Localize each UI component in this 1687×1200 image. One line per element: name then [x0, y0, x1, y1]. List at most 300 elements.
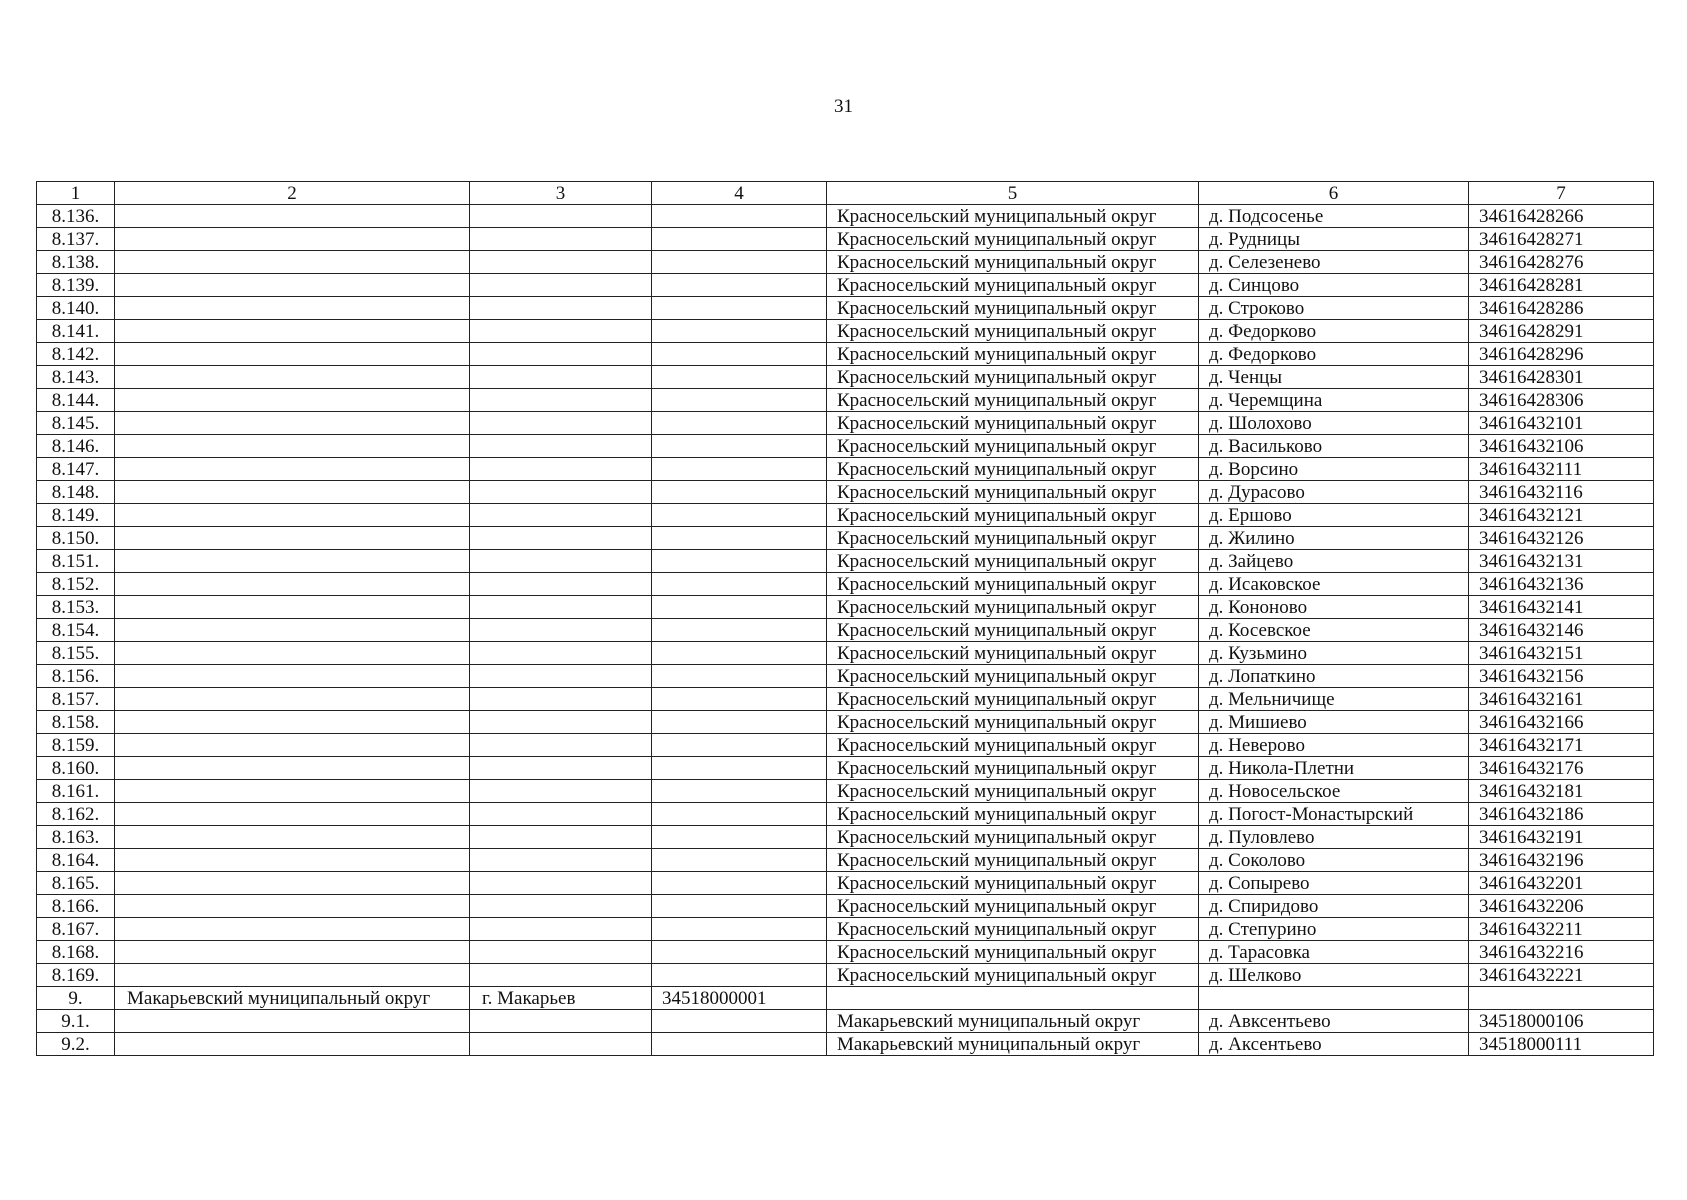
- center-cell: [470, 688, 652, 711]
- center-cell: [470, 826, 652, 849]
- oktmo-cell: 34616428301: [1469, 366, 1654, 389]
- settlement-cell: д. Степурино: [1199, 918, 1469, 941]
- center-oktmo-cell: [652, 366, 827, 389]
- center-oktmo-cell: [652, 849, 827, 872]
- municipality-cell: Красносельский муниципальный округ: [827, 366, 1199, 389]
- municipality-cell: Красносельский муниципальный округ: [827, 458, 1199, 481]
- row-number-cell: 9.1.: [37, 1010, 115, 1033]
- oktmo-cell: 34616432131: [1469, 550, 1654, 573]
- page-number: 31: [834, 96, 853, 117]
- district-cell: [115, 481, 470, 504]
- settlement-cell: д. Жилино: [1199, 527, 1469, 550]
- center-cell: [470, 527, 652, 550]
- district-cell: [115, 251, 470, 274]
- oktmo-cell: 34616428286: [1469, 297, 1654, 320]
- oktmo-cell: 34616428306: [1469, 389, 1654, 412]
- district-cell: [115, 458, 470, 481]
- table-row: [37, 435, 1654, 458]
- center-cell: [470, 389, 652, 412]
- oktmo-cell: 34616432191: [1469, 826, 1654, 849]
- oktmo-cell: 34616432211: [1469, 918, 1654, 941]
- oktmo-cell: 34616432151: [1469, 642, 1654, 665]
- settlement-cell: д. Тарасовка: [1199, 941, 1469, 964]
- oktmo-cell: 34616432181: [1469, 780, 1654, 803]
- district-cell: [115, 228, 470, 251]
- row-number-cell: 8.154.: [37, 619, 115, 642]
- table-row: [37, 826, 1654, 849]
- settlement-cell: д. Исаковское: [1199, 573, 1469, 596]
- municipality-cell: Красносельский муниципальный округ: [827, 596, 1199, 619]
- row-number-cell: 8.159.: [37, 734, 115, 757]
- settlement-cell: д. Подсосенье: [1199, 205, 1469, 228]
- table-row: [37, 297, 1654, 320]
- municipality-cell: Красносельский муниципальный округ: [827, 228, 1199, 251]
- center-cell: [470, 665, 652, 688]
- district-cell: [115, 1010, 470, 1033]
- settlement-cell: д. Спиридово: [1199, 895, 1469, 918]
- oktmo-cell: 34616432221: [1469, 964, 1654, 987]
- center-oktmo-cell: [652, 619, 827, 642]
- center-oktmo-cell: [652, 527, 827, 550]
- settlement-cell: д. Пуловлево: [1199, 826, 1469, 849]
- center-cell: [470, 619, 652, 642]
- row-number-cell: 8.145.: [37, 412, 115, 435]
- row-number-cell: 8.169.: [37, 964, 115, 987]
- municipality-cell: Красносельский муниципальный округ: [827, 757, 1199, 780]
- table-row: [37, 389, 1654, 412]
- municipality-cell: Красносельский муниципальный округ: [827, 412, 1199, 435]
- municipality-cell: Красносельский муниципальный округ: [827, 826, 1199, 849]
- center-oktmo-cell: [652, 228, 827, 251]
- oktmo-cell: 34616432121: [1469, 504, 1654, 527]
- header-cell-1: 1: [37, 182, 115, 205]
- district-cell: [115, 803, 470, 826]
- oktmo-cell: 34518000111: [1469, 1033, 1654, 1056]
- table-row: [37, 596, 1654, 619]
- oktmo-cell: 34616432146: [1469, 619, 1654, 642]
- settlement-cell: д. Зайцево: [1199, 550, 1469, 573]
- table-row: [37, 780, 1654, 803]
- center-oktmo-cell: [652, 711, 827, 734]
- row-number-cell: 8.148.: [37, 481, 115, 504]
- district-cell: [115, 711, 470, 734]
- center-oktmo-cell: 34518000001: [652, 987, 827, 1010]
- settlement-cell: д. Мишиево: [1199, 711, 1469, 734]
- oktmo-cell: 34616428291: [1469, 320, 1654, 343]
- center-oktmo-cell: [652, 596, 827, 619]
- center-cell: [470, 1033, 652, 1056]
- center-oktmo-cell: [652, 343, 827, 366]
- row-number-cell: 9.2.: [37, 1033, 115, 1056]
- center-oktmo-cell: [652, 458, 827, 481]
- district-cell: [115, 665, 470, 688]
- row-number-cell: 8.149.: [37, 504, 115, 527]
- center-oktmo-cell: [652, 665, 827, 688]
- table-row: [37, 734, 1654, 757]
- header-cell-3: 3: [470, 182, 652, 205]
- municipality-cell: Красносельский муниципальный округ: [827, 297, 1199, 320]
- district-cell: [115, 343, 470, 366]
- settlement-cell: д. Шолохово: [1199, 412, 1469, 435]
- municipality-cell: Красносельский муниципальный округ: [827, 205, 1199, 228]
- center-oktmo-cell: [652, 642, 827, 665]
- oktmo-cell: 34616428296: [1469, 343, 1654, 366]
- center-cell: [470, 642, 652, 665]
- district-cell: Макарьевский муниципальный округ: [115, 987, 470, 1010]
- table-row: [37, 987, 1654, 1010]
- row-number-cell: 8.139.: [37, 274, 115, 297]
- table-row: [37, 527, 1654, 550]
- table-row: [37, 274, 1654, 297]
- table-row: [37, 1033, 1654, 1056]
- settlement-cell: [1199, 987, 1469, 1010]
- table-row: [37, 205, 1654, 228]
- row-number-cell: 8.155.: [37, 642, 115, 665]
- center-cell: [470, 297, 652, 320]
- center-cell: [470, 550, 652, 573]
- municipality-cell: Красносельский муниципальный округ: [827, 642, 1199, 665]
- table-row: [37, 366, 1654, 389]
- center-oktmo-cell: [652, 550, 827, 573]
- settlement-cell: д. Никола-Плетни: [1199, 757, 1469, 780]
- district-cell: [115, 688, 470, 711]
- oktmo-cell: 34518000106: [1469, 1010, 1654, 1033]
- center-cell: [470, 343, 652, 366]
- district-cell: [115, 941, 470, 964]
- district-cell: [115, 757, 470, 780]
- table-row: [37, 228, 1654, 251]
- table-row: [37, 941, 1654, 964]
- center-oktmo-cell: [652, 205, 827, 228]
- center-cell: [470, 849, 652, 872]
- row-number-cell: 8.157.: [37, 688, 115, 711]
- district-cell: [115, 1033, 470, 1056]
- row-number-cell: 8.137.: [37, 228, 115, 251]
- center-oktmo-cell: [652, 251, 827, 274]
- row-number-cell: 8.164.: [37, 849, 115, 872]
- settlement-cell: д. Ворсино: [1199, 458, 1469, 481]
- row-number-cell: 8.138.: [37, 251, 115, 274]
- center-oktmo-cell: [652, 1033, 827, 1056]
- center-oktmo-cell: [652, 803, 827, 826]
- center-cell: [470, 458, 652, 481]
- row-number-cell: 8.156.: [37, 665, 115, 688]
- row-number-cell: 8.160.: [37, 757, 115, 780]
- municipality-cell: Красносельский муниципальный округ: [827, 619, 1199, 642]
- row-number-cell: 8.144.: [37, 389, 115, 412]
- district-cell: [115, 780, 470, 803]
- district-cell: [115, 389, 470, 412]
- municipality-cell: Красносельский муниципальный округ: [827, 734, 1199, 757]
- oktmo-cell: 34616432171: [1469, 734, 1654, 757]
- district-cell: [115, 895, 470, 918]
- municipality-cell: Макарьевский муниципальный округ: [827, 1033, 1199, 1056]
- settlement-cell: д. Погост-Монастырский: [1199, 803, 1469, 826]
- settlement-cell: д. Федорково: [1199, 343, 1469, 366]
- district-cell: [115, 412, 470, 435]
- district-cell: [115, 550, 470, 573]
- header-cell-4: 4: [652, 182, 827, 205]
- settlement-cell: д. Шелково: [1199, 964, 1469, 987]
- center-oktmo-cell: [652, 757, 827, 780]
- municipality-cell: Красносельский муниципальный округ: [827, 435, 1199, 458]
- district-cell: [115, 274, 470, 297]
- municipality-cell: Красносельский муниципальный округ: [827, 665, 1199, 688]
- settlement-cell: д. Селезенево: [1199, 251, 1469, 274]
- municipality-cell: Красносельский муниципальный округ: [827, 251, 1199, 274]
- district-cell: [115, 504, 470, 527]
- district-cell: [115, 527, 470, 550]
- header-cell-2: 2: [115, 182, 470, 205]
- oktmo-cell: 34616428266: [1469, 205, 1654, 228]
- oktmo-cell: 34616428276: [1469, 251, 1654, 274]
- center-cell: [470, 504, 652, 527]
- row-number-cell: 8.168.: [37, 941, 115, 964]
- row-number-cell: 8.152.: [37, 573, 115, 596]
- row-number-cell: 8.166.: [37, 895, 115, 918]
- row-number-cell: 8.150.: [37, 527, 115, 550]
- municipality-cell: Красносельский муниципальный округ: [827, 527, 1199, 550]
- table-row: [37, 504, 1654, 527]
- municipality-cell: Красносельский муниципальный округ: [827, 481, 1199, 504]
- settlement-cell: д. Кононово: [1199, 596, 1469, 619]
- table-row: [37, 803, 1654, 826]
- oktmo-cell: 34616432136: [1469, 573, 1654, 596]
- table-row: [37, 688, 1654, 711]
- center-cell: [470, 803, 652, 826]
- oktmo-cell: 34616432196: [1469, 849, 1654, 872]
- municipality-cell: Красносельский муниципальный округ: [827, 895, 1199, 918]
- table-row: [37, 619, 1654, 642]
- center-cell: [470, 941, 652, 964]
- settlement-cell: д. Синцово: [1199, 274, 1469, 297]
- municipality-cell: Красносельский муниципальный округ: [827, 711, 1199, 734]
- center-oktmo-cell: [652, 389, 827, 412]
- header-cell-6: 6: [1199, 182, 1469, 205]
- row-number-cell: 8.147.: [37, 458, 115, 481]
- oktmo-cell: 34616432156: [1469, 665, 1654, 688]
- table-row: [37, 964, 1654, 987]
- row-number-cell: 8.140.: [37, 297, 115, 320]
- center-oktmo-cell: [652, 573, 827, 596]
- settlements-table: [36, 181, 1654, 1056]
- center-oktmo-cell: [652, 1010, 827, 1033]
- municipality-cell: Красносельский муниципальный округ: [827, 688, 1199, 711]
- municipality-cell: Красносельский муниципальный округ: [827, 849, 1199, 872]
- center-cell: [470, 435, 652, 458]
- settlement-cell: д. Сопырево: [1199, 872, 1469, 895]
- municipality-cell: Красносельский муниципальный округ: [827, 504, 1199, 527]
- center-oktmo-cell: [652, 320, 827, 343]
- district-cell: [115, 849, 470, 872]
- settlement-cell: д. Ченцы: [1199, 366, 1469, 389]
- table-row: [37, 918, 1654, 941]
- settlement-cell: д. Соколово: [1199, 849, 1469, 872]
- oktmo-cell: 34616428271: [1469, 228, 1654, 251]
- center-cell: [470, 481, 652, 504]
- settlement-cell: д. Мельничище: [1199, 688, 1469, 711]
- table-row: [37, 251, 1654, 274]
- oktmo-cell: [1469, 987, 1654, 1010]
- district-cell: [115, 918, 470, 941]
- row-number-cell: 8.146.: [37, 435, 115, 458]
- center-oktmo-cell: [652, 918, 827, 941]
- center-oktmo-cell: [652, 964, 827, 987]
- row-number-cell: 8.141.: [37, 320, 115, 343]
- district-cell: [115, 297, 470, 320]
- oktmo-cell: 34616432111: [1469, 458, 1654, 481]
- oktmo-cell: 34616432176: [1469, 757, 1654, 780]
- center-cell: [470, 274, 652, 297]
- center-cell: [470, 205, 652, 228]
- district-cell: [115, 435, 470, 458]
- row-number-cell: 8.158.: [37, 711, 115, 734]
- header-cell-5: 5: [827, 182, 1199, 205]
- oktmo-cell: 34616432201: [1469, 872, 1654, 895]
- row-number-cell: 8.143.: [37, 366, 115, 389]
- municipality-cell: Красносельский муниципальный округ: [827, 941, 1199, 964]
- table-row: [37, 573, 1654, 596]
- center-oktmo-cell: [652, 435, 827, 458]
- table-row: [37, 849, 1654, 872]
- oktmo-cell: 34616432126: [1469, 527, 1654, 550]
- district-cell: [115, 964, 470, 987]
- row-number-cell: 9.: [37, 987, 115, 1010]
- settlement-cell: д. Рудницы: [1199, 228, 1469, 251]
- oktmo-cell: 34616432101: [1469, 412, 1654, 435]
- row-number-cell: 8.136.: [37, 205, 115, 228]
- table-row: [37, 711, 1654, 734]
- settlement-cell: д. Ершово: [1199, 504, 1469, 527]
- oktmo-cell: 34616428281: [1469, 274, 1654, 297]
- row-number-cell: 8.162.: [37, 803, 115, 826]
- district-cell: [115, 734, 470, 757]
- center-cell: [470, 251, 652, 274]
- district-cell: [115, 320, 470, 343]
- center-oktmo-cell: [652, 941, 827, 964]
- table-row: [37, 343, 1654, 366]
- center-cell: [470, 964, 652, 987]
- municipality-cell: Красносельский муниципальный округ: [827, 780, 1199, 803]
- table-row: [37, 665, 1654, 688]
- settlement-cell: д. Лопаткино: [1199, 665, 1469, 688]
- center-oktmo-cell: [652, 481, 827, 504]
- oktmo-cell: 34616432161: [1469, 688, 1654, 711]
- municipality-cell: Красносельский муниципальный округ: [827, 274, 1199, 297]
- row-number-cell: 8.153.: [37, 596, 115, 619]
- oktmo-cell: 34616432216: [1469, 941, 1654, 964]
- center-oktmo-cell: [652, 297, 827, 320]
- center-cell: г. Макарьев: [470, 987, 652, 1010]
- municipality-cell: Красносельский муниципальный округ: [827, 803, 1199, 826]
- center-cell: [470, 757, 652, 780]
- oktmo-cell: 34616432186: [1469, 803, 1654, 826]
- center-oktmo-cell: [652, 504, 827, 527]
- settlement-cell: д. Авксентьево: [1199, 1010, 1469, 1033]
- row-number-cell: 8.163.: [37, 826, 115, 849]
- settlement-cell: д. Васильково: [1199, 435, 1469, 458]
- table-row: [37, 550, 1654, 573]
- table-row: [37, 872, 1654, 895]
- district-cell: [115, 205, 470, 228]
- table-row: [37, 481, 1654, 504]
- center-oktmo-cell: [652, 734, 827, 757]
- center-cell: [470, 895, 652, 918]
- row-number-cell: 8.142.: [37, 343, 115, 366]
- settlement-cell: д. Кузьмино: [1199, 642, 1469, 665]
- center-cell: [470, 872, 652, 895]
- municipality-cell: Макарьевский муниципальный округ: [827, 1010, 1199, 1033]
- center-cell: [470, 573, 652, 596]
- settlement-cell: д. Неверово: [1199, 734, 1469, 757]
- district-cell: [115, 596, 470, 619]
- center-cell: [470, 320, 652, 343]
- row-number-cell: 8.161.: [37, 780, 115, 803]
- district-cell: [115, 573, 470, 596]
- center-cell: [470, 366, 652, 389]
- settlement-cell: д. Черемщина: [1199, 389, 1469, 412]
- district-cell: [115, 366, 470, 389]
- settlement-cell: д. Косевское: [1199, 619, 1469, 642]
- table-row: [37, 895, 1654, 918]
- center-cell: [470, 780, 652, 803]
- municipality-cell: Красносельский муниципальный округ: [827, 573, 1199, 596]
- center-cell: [470, 228, 652, 251]
- oktmo-cell: 34616432116: [1469, 481, 1654, 504]
- table-row: [37, 320, 1654, 343]
- center-cell: [470, 1010, 652, 1033]
- district-cell: [115, 619, 470, 642]
- center-cell: [470, 711, 652, 734]
- center-oktmo-cell: [652, 826, 827, 849]
- center-oktmo-cell: [652, 688, 827, 711]
- table-header-row: [37, 182, 1654, 205]
- oktmo-cell: 34616432166: [1469, 711, 1654, 734]
- municipality-cell: Красносельский муниципальный округ: [827, 389, 1199, 412]
- header-cell-7: 7: [1469, 182, 1654, 205]
- center-cell: [470, 918, 652, 941]
- municipality-cell: Красносельский муниципальный округ: [827, 918, 1199, 941]
- district-cell: [115, 826, 470, 849]
- center-oktmo-cell: [652, 895, 827, 918]
- oktmo-cell: 34616432106: [1469, 435, 1654, 458]
- municipality-cell: Красносельский муниципальный округ: [827, 872, 1199, 895]
- municipality-cell: Красносельский муниципальный округ: [827, 343, 1199, 366]
- table-row: [37, 1010, 1654, 1033]
- center-oktmo-cell: [652, 274, 827, 297]
- table-row: [37, 458, 1654, 481]
- row-number-cell: 8.151.: [37, 550, 115, 573]
- center-oktmo-cell: [652, 872, 827, 895]
- settlement-cell: д. Федорково: [1199, 320, 1469, 343]
- municipality-cell: Красносельский муниципальный округ: [827, 964, 1199, 987]
- center-oktmo-cell: [652, 780, 827, 803]
- settlement-cell: д. Новосельское: [1199, 780, 1469, 803]
- table-row: [37, 642, 1654, 665]
- settlement-cell: д. Строково: [1199, 297, 1469, 320]
- center-oktmo-cell: [652, 412, 827, 435]
- row-number-cell: 8.165.: [37, 872, 115, 895]
- municipality-cell: Красносельский муниципальный округ: [827, 320, 1199, 343]
- table-row: [37, 412, 1654, 435]
- district-cell: [115, 872, 470, 895]
- settlement-cell: д. Дурасово: [1199, 481, 1469, 504]
- municipality-cell: Красносельский муниципальный округ: [827, 550, 1199, 573]
- district-cell: [115, 642, 470, 665]
- center-cell: [470, 596, 652, 619]
- center-cell: [470, 734, 652, 757]
- center-cell: [470, 412, 652, 435]
